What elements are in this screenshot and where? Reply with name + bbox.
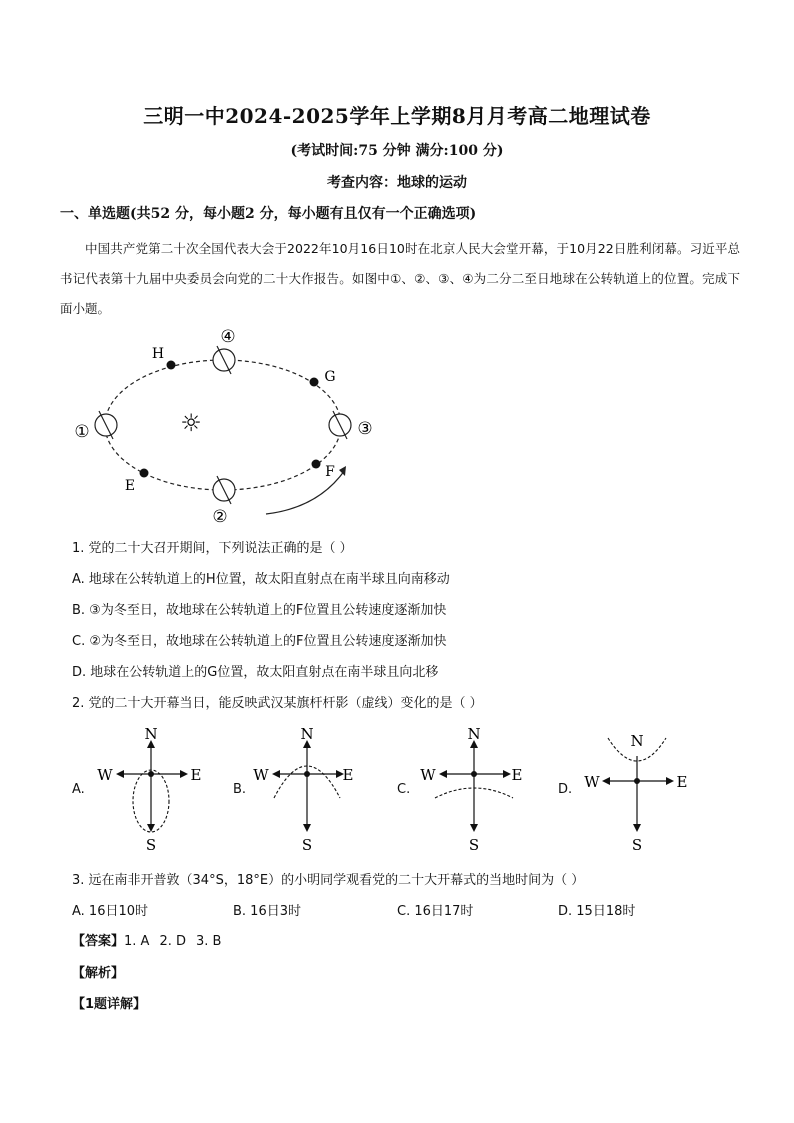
analysis-label: 【解析】 bbox=[72, 966, 125, 981]
compass-a-w: W bbox=[97, 766, 113, 784]
sun-icon: ☼ bbox=[180, 409, 202, 437]
section-title: 一、单选题(共52 分，每小题2 分，每小题有且仅有一个正确选项) bbox=[60, 206, 477, 222]
compass-b-s: S bbox=[301, 836, 313, 854]
question-3-option-c[interactable]: C. 16日17时 bbox=[397, 904, 474, 919]
compass-diagram-a bbox=[92, 726, 212, 856]
answer-line bbox=[72, 930, 221, 949]
question-1-stem: 1. 党的二十大召开期间，下列说法正确的是（ ） bbox=[72, 541, 353, 556]
label-H: H bbox=[151, 346, 165, 362]
label-pos2: ② bbox=[212, 507, 228, 527]
question-3-option-d[interactable]: D. 15日18时 bbox=[558, 904, 636, 919]
earth-pos2 bbox=[213, 476, 235, 504]
orbit-diagram bbox=[60, 318, 380, 528]
exam-scope: 考查内容：地球的运动 bbox=[327, 175, 467, 191]
arrow-head bbox=[339, 466, 346, 476]
point-E bbox=[140, 469, 149, 478]
compass-d-n: N bbox=[630, 732, 644, 750]
question-3-option-b[interactable]: B. 16日3时 bbox=[233, 904, 301, 919]
page-title: 三明一中2024-2025学年上学期8月月考高二地理试卷 bbox=[143, 104, 651, 128]
compass-diagram-b bbox=[248, 726, 368, 856]
compass-diagram-d bbox=[578, 726, 698, 856]
label-pos1: ① bbox=[74, 422, 90, 442]
question-2-option-a[interactable]: A. bbox=[72, 782, 85, 797]
compass-b-w: W bbox=[253, 766, 269, 784]
question-1-option-d[interactable]: D. 地球在公转轨道上的G位置，故太阳直射点在南半球且向北移 bbox=[72, 665, 439, 680]
compass-c-w: W bbox=[420, 766, 436, 784]
compass-a-s: S bbox=[145, 836, 157, 854]
question-3-stem: 3. 远在南非开普敦（34°S，18°E）的小明同学观看党的二十大开幕式的当地时间为（ ） bbox=[72, 873, 585, 888]
compass-d-e: E bbox=[676, 773, 688, 791]
earth-pos4 bbox=[213, 346, 235, 374]
question-2-option-d[interactable]: D. bbox=[558, 782, 573, 797]
label-G: G bbox=[324, 369, 336, 385]
compass-c-s: S bbox=[468, 836, 480, 854]
label-F: F bbox=[325, 464, 335, 480]
question-2-option-c[interactable]: C. bbox=[397, 782, 411, 797]
earth-pos3 bbox=[329, 411, 351, 439]
answer-item-1: 1. A bbox=[124, 934, 150, 949]
compass-b-n: N bbox=[300, 726, 314, 743]
compass-b-e: E bbox=[342, 766, 354, 784]
question-1-option-c[interactable]: C. ②为冬至日，故地球在公转轨道上的F位置且公转速度逐渐加快 bbox=[72, 634, 447, 649]
point-H bbox=[167, 361, 176, 370]
point-G bbox=[310, 378, 319, 387]
earth-pos1 bbox=[95, 411, 117, 439]
compass-a-n: N bbox=[144, 726, 158, 743]
compass-c-n: N bbox=[467, 726, 481, 743]
question-intro: 中国共产党第二十次全国代表大会于2022年10月16日10时在北京人民大会堂开幕，于10月22日胜利闭幕。习近平总书记代表第十九届中央委员会向党的二十大作报告。如图中①、②、③、④为二分二至日地球在公转轨道上的位置。完成下面小题。 bbox=[60, 241, 740, 316]
label-pos4: ④ bbox=[220, 327, 236, 347]
compass-d-w: W bbox=[584, 773, 600, 791]
detail-label: 【1题详解】 bbox=[72, 997, 147, 1012]
question-1-option-b[interactable]: B. ③为冬至日，故地球在公转轨道上的F位置且公转速度逐渐加快 bbox=[72, 603, 447, 618]
question-2-option-b[interactable]: B. bbox=[233, 782, 247, 797]
answer-label: 【答案】 bbox=[72, 934, 125, 949]
question-2-stem: 2. 党的二十大开幕当日，能反映武汉某旗杆杆影（虚线）变化的是（ ） bbox=[72, 696, 483, 711]
exam-info: (考试时间:75 分钟 满分:100 分) bbox=[290, 143, 504, 159]
compass-d-s: S bbox=[631, 836, 643, 854]
question-1-option-a[interactable]: A. 地球在公转轨道上的H位置，故太阳直射点在南半球且向南移动 bbox=[72, 572, 450, 587]
answer-item-3: 3. B bbox=[196, 934, 222, 949]
question-3-option-a[interactable]: A. 16日10时 bbox=[72, 904, 149, 919]
label-E: E bbox=[124, 478, 136, 494]
compass-a-e: E bbox=[190, 766, 202, 784]
label-pos3: ③ bbox=[357, 419, 373, 439]
compass-diagram-c bbox=[415, 726, 535, 856]
compass-c-e: E bbox=[511, 766, 523, 784]
point-F bbox=[312, 460, 321, 469]
answer-item-2: 2. D bbox=[159, 934, 186, 949]
